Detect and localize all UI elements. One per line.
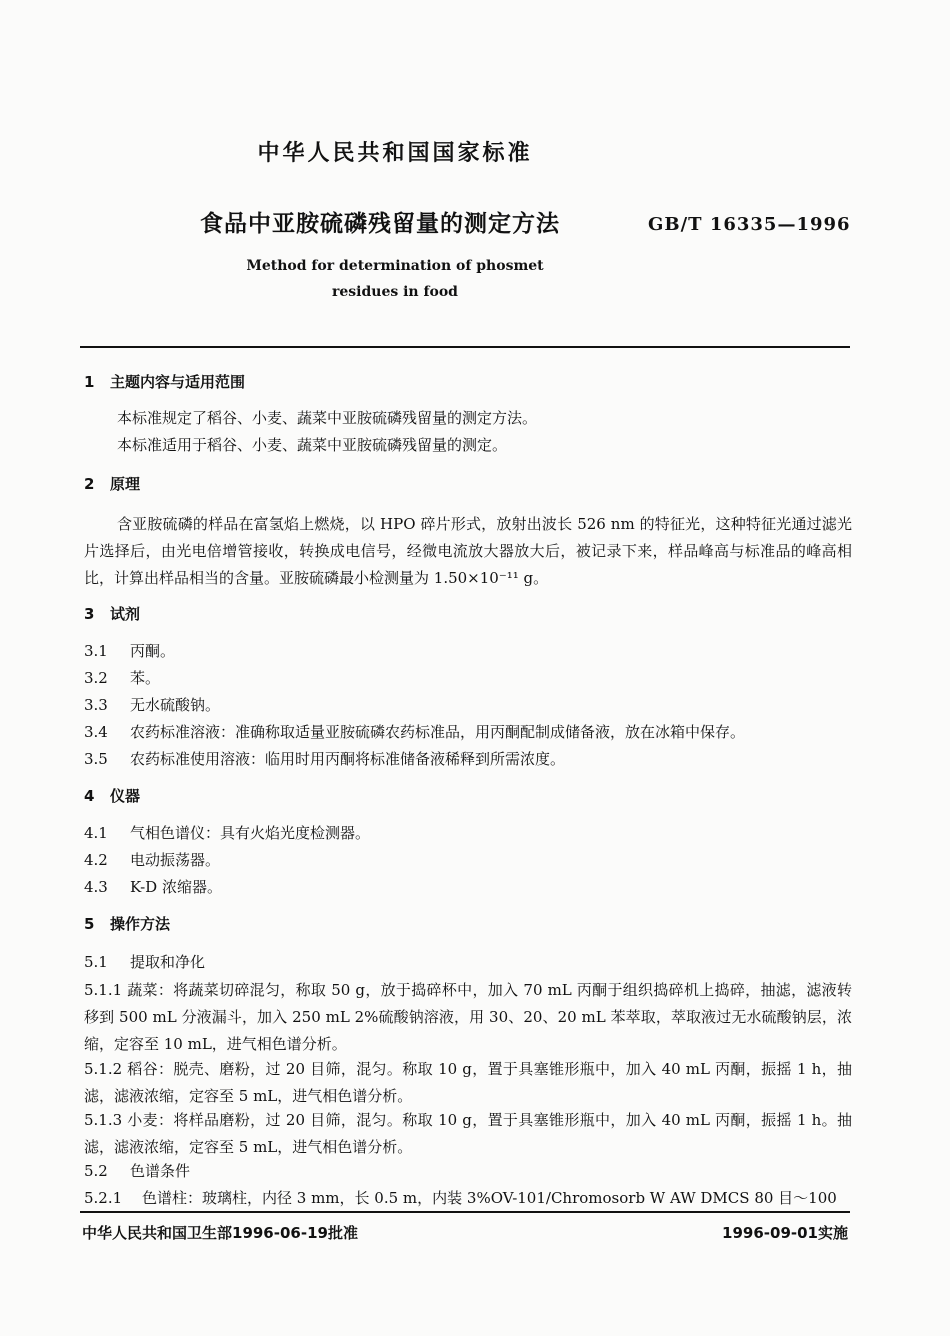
subsection-5-1-3: 5.1.3 小麦：将样品磨粉，过 20 目筛，混匀。称取 10 g，置于具塞锥形瓶中，加入 40 mL 丙酮，振摇 1 h。抽滤，滤液浓缩，定容至 5 mL，进气相色谱分析。	[84, 1111, 852, 1156]
subsection-5-2-1: 5.2.1 色谱柱：玻璃柱，内径 3 mm，长 0.5 m，内装 3%OV-101/Chromosorb W AW DMCS 80 目～100	[84, 1189, 837, 1207]
section-5-heading: 5 操作方法	[84, 915, 171, 933]
section-1-paragraph-1: 本标准规定了稻谷、小麦、蔬菜中亚胺硫磷残留量的测定方法。	[117, 409, 538, 427]
item-3-3: 3.3 无水硫酸钠。	[84, 696, 221, 714]
item-3-1: 3.1 丙酮。	[84, 642, 176, 660]
subsection-5-1-2: 5.1.2 稻谷：脱壳、磨粉，过 20 目筛，混匀。称取 10 g，置于具塞锥形瓶中，加入 40 mL 丙酮，振摇 1 h，抽滤，滤液浓缩，定容至 5 mL，进气相色谱分析。	[84, 1060, 852, 1105]
item-4-1: 4.1 气相色谱仪：具有火焰光度检测器。	[84, 824, 371, 842]
section-3-heading: 3 试剂	[84, 605, 141, 623]
section-4-heading: 4 仪器	[84, 787, 141, 805]
national-standard-heading: 中华人民共和国国家标准	[257, 141, 533, 166]
standard-code: GB/T 16335—1996	[648, 214, 851, 235]
document-title-cn: 食品中亚胺硫磷残留量的测定方法	[200, 211, 560, 237]
section-2-heading: 2 原理	[84, 475, 141, 493]
item-3-4: 3.4 农药标准溶液：准确称取适量亚胺硫磷农药标准品，用丙酮配制成储备液，放在冰箱中保存。	[84, 723, 746, 741]
section-1-heading: 1 主题内容与适用范围	[84, 373, 246, 391]
subsection-5-1-heading: 5.1 提取和净化	[84, 953, 206, 971]
section-1-paragraph-2: 本标准适用于稻谷、小麦、蔬菜中亚胺硫磷残留量的测定。	[117, 436, 508, 454]
section-2-paragraph: 含亚胺硫磷的样品在富氢焰上燃烧，以 HPO 碎片形式，放射出波长 526 nm 的特征光，这种特征光通过滤光片选择后，由光电倍增管接收，转换成电信号，经微电流放大器放大后，被记录下来，样品峰高与标准品的峰高相比，计算出样品相当的含量。亚胺硫磷最小检测量为 1.50×10⁻¹¹ g。	[84, 515, 852, 587]
item-3-2: 3.2 苯。	[84, 669, 161, 687]
item-3-5: 3.5 农药标准使用溶液：临用时用丙酮将标准储备液稀释到所需浓度。	[84, 750, 566, 768]
effective-date: 1996-09-01实施	[722, 1224, 848, 1242]
document-title-en-line1: Method for determination of phosmet	[246, 258, 544, 274]
approval-note: 中华人民共和国卫生部1996-06-19批准	[82, 1224, 358, 1242]
document-title-en-line2: residues in food	[332, 284, 458, 300]
header-divider	[80, 346, 850, 348]
subsection-5-1-1: 5.1.1 蔬菜：将蔬菜切碎混匀，称取 50 g，放于捣碎杯中，加入 70 mL 丙酮于组织捣碎机上捣碎，抽滤，滤液转移到 500 mL 分液漏斗，加入 250 mL 2%硫酸钠溶液，用 30、20、20 mL 苯萃取，萃取液过无水硫酸钠层，浓缩，定容至 10 mL，进气相色谱分析。	[84, 981, 852, 1053]
subsection-5-2-heading: 5.2 色谱条件	[84, 1162, 191, 1180]
item-4-2: 4.2 电动振荡器。	[84, 851, 221, 869]
item-4-3: 4.3 K-D 浓缩器。	[84, 878, 222, 896]
footer-divider	[80, 1211, 850, 1213]
